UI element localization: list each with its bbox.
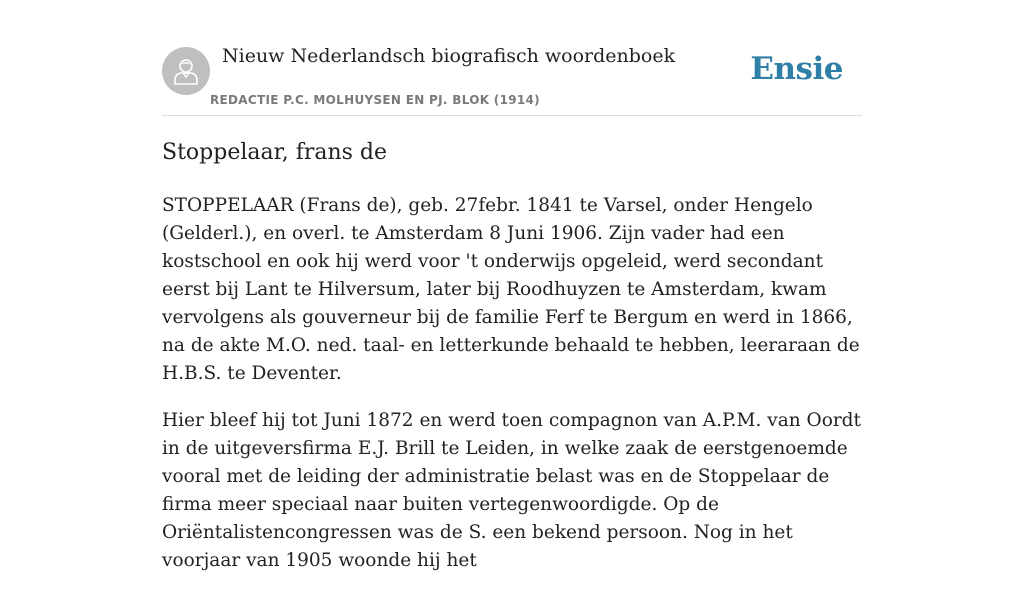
article-title: Stoppelaar, frans de [162, 140, 388, 165]
book-title[interactable]: Nieuw Nederlandsch biografisch woordenboek [222, 45, 676, 67]
article-paragraph: STOPPELAAR (Frans de), geb. 27febr. 1841 te Varsel, onder Hengelo (Gelderl.), en overl. te Amsterdam 8 Juni 1906. Zijn vader had een kostschool en ook hij werd voor 't onderwijs opgeleid, werd secondant eerst bij Lant te Hilversum, later bij Roodhuyzen te Amsterdam, kwam vervolgens als gouverneur bij de familie Ferf te Bergum en werd in 1866, na de akte M.O. ned. taal- en letterkunde behaald te hebben, leeraraan de H.B.S. te Deventer. [162, 195, 860, 384]
article-body [162, 192, 862, 594]
book-subtitle: REDACTIE P.C. MOLHUYSEN EN PJ. BLOK (1914) [210, 93, 540, 107]
ensie-logo[interactable]: Ensie [750, 51, 843, 87]
article-paragraph: Hier bleef hij tot Juni 1872 en werd toen compagnon van A.P.M. van Oordt in de uitgeversfirma E.J. Brill te Leiden, in welke zaak de eerstgenoemde vooral met de leiding der administratie belast was en de Stoppelaar de firma meer speciaal naar buiten vertegenwoordigde. Op de Oriëntalistencongressen was de S. een bekend persoon. Nog in het voorjaar van 1905 woonde hij het [162, 410, 861, 571]
book-header [162, 40, 862, 116]
user-avatar-icon[interactable] [162, 47, 210, 95]
